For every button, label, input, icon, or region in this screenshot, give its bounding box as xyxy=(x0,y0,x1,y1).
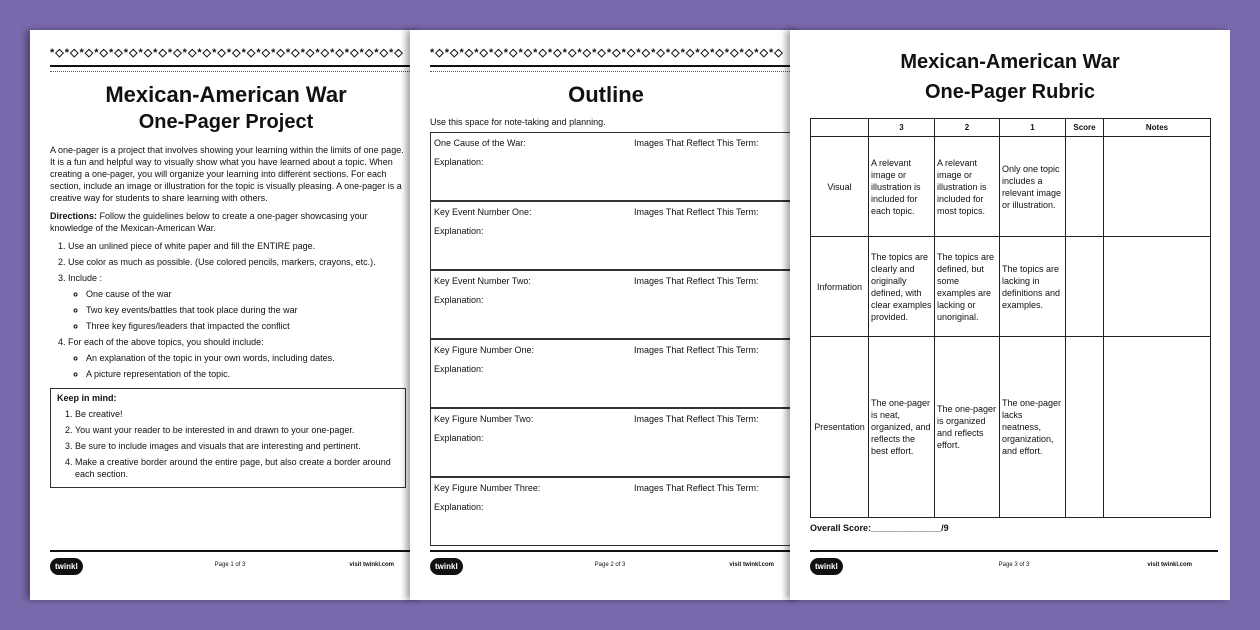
page-number: Page 3 of 3 xyxy=(998,562,1030,568)
images-label: Images That Reflect This Term: xyxy=(634,345,759,355)
column-header xyxy=(811,119,869,137)
each-item: ◦ An explanation of the topic in your own words, including dates. xyxy=(86,352,406,364)
visit-link[interactable]: visit twinkl.com xyxy=(1147,562,1192,568)
each-item: ◦ A picture representation of the topic. xyxy=(86,368,406,380)
notes-cell[interactable] xyxy=(1104,137,1211,237)
step-text: For each of the above topics, you should include: xyxy=(68,337,264,347)
level-1: Only one topic includes a relevant image or illustration. xyxy=(1000,137,1066,237)
explanation-label: Explanation: xyxy=(434,433,484,443)
score-cell[interactable] xyxy=(1066,337,1104,518)
overall-label: Overall Score: xyxy=(810,523,872,533)
outline-row xyxy=(430,132,800,201)
criterion: Information xyxy=(811,237,869,337)
twinkl-logo: twinkl xyxy=(810,558,843,575)
level-2: A relevant image or illustration is included for most topics. xyxy=(935,137,1000,237)
images-label: Images That Reflect This Term: xyxy=(634,414,759,424)
images-label: Images That Reflect This Term: xyxy=(634,276,759,286)
include-item: ◦ Two key events/battles that took place during the war xyxy=(86,304,406,316)
term-label: Key Event Number Two: xyxy=(434,276,531,286)
border-pattern: *◇*◇*◇*◇*◇*◇*◇*◇*◇*◇*◇*◇*◇*◇*◇*◇*◇*◇*◇*◇*◇*◇*◇*◇ xyxy=(430,47,784,59)
keep-item: 2. You want your reader to be interested in and drawn to your one-pager. xyxy=(75,424,399,436)
keep-title: Keep in mind: xyxy=(57,393,117,403)
explanation-label: Explanation: xyxy=(434,157,484,167)
decorative-border xyxy=(50,46,410,78)
page-subtitle: Use this space for note-taking and planning. xyxy=(430,117,606,127)
visit-link[interactable]: visit twinkl.com xyxy=(349,562,394,568)
page-1 xyxy=(30,30,422,600)
rubric-row xyxy=(811,237,1211,337)
term-label: Key Figure Number Three: xyxy=(434,483,541,493)
intro-text: A one-pager is a project that involves showing your learning within the limits of one page. It is a fun and helpful way to visually show what you have learned about a topic. When creating a one-pager, you will organize your learning into different sections. For each section, include an image or illustration for the topic is visually pleasing. A one-pager is a creative way for students to share learning with others. xyxy=(50,145,404,203)
directions-label: Directions: xyxy=(50,211,98,221)
column-header: 2 xyxy=(935,119,1000,137)
footer xyxy=(430,550,790,580)
keep-item: 1. Be creative! xyxy=(75,408,399,420)
page-1-body xyxy=(50,144,406,488)
images-label: Images That Reflect This Term: xyxy=(634,138,759,148)
notes-cell[interactable] xyxy=(1104,337,1211,518)
outline-row xyxy=(430,339,800,408)
criterion: Presentation xyxy=(811,337,869,518)
decorative-border xyxy=(430,46,790,78)
explanation-label: Explanation: xyxy=(434,295,484,305)
twinkl-logo: twinkl xyxy=(50,558,83,575)
rubric-table xyxy=(810,118,1211,518)
page-title: Mexican-American War xyxy=(105,82,347,107)
page-subtitle: One-Pager Rubric xyxy=(924,81,1096,103)
level-2: The topics are defined, but some examples are lacking or unoriginal. xyxy=(935,237,1000,337)
term-label: Key Event Number One: xyxy=(434,207,532,217)
outline-row xyxy=(430,270,800,339)
page-number: Page 2 of 3 xyxy=(594,562,626,568)
explanation-label: Explanation: xyxy=(434,226,484,236)
footer xyxy=(810,550,1218,580)
page-2 xyxy=(410,30,802,600)
step xyxy=(68,272,406,332)
overall-blank[interactable]: ______________ xyxy=(871,523,942,533)
step: 1. Use an unlined piece of white paper and fill the ENTIRE page. xyxy=(68,240,406,252)
column-header: 3 xyxy=(869,119,935,137)
keep-in-mind-box xyxy=(50,388,406,488)
level-2: The one-pager is organized and reflects effort. xyxy=(935,337,1000,518)
notes-cell[interactable] xyxy=(1104,237,1211,337)
overall-score xyxy=(810,522,949,534)
page-subtitle: One-Pager Project xyxy=(138,111,314,133)
level-1: The one-pager lacks neatness, organization, and effort. xyxy=(1000,337,1066,518)
step: 2. Use color as much as possible. (Use colored pencils, markers, crayons, etc.). xyxy=(68,256,406,268)
directions-text: Follow the guidelines below to create a one-pager showcasing your knowledge of the Mexican-American War. xyxy=(50,211,368,233)
rubric-row xyxy=(811,337,1211,518)
criterion: Visual xyxy=(811,137,869,237)
explanation-label: Explanation: xyxy=(434,364,484,374)
page-3 xyxy=(790,30,1230,600)
page-number: Page 1 of 3 xyxy=(214,562,246,568)
step xyxy=(68,336,406,380)
include-item: ◦ Three key figures/leaders that impacted the conflict xyxy=(86,320,406,332)
page-title: Outline xyxy=(568,82,644,107)
images-label: Images That Reflect This Term: xyxy=(634,207,759,217)
term-label: One Cause of the War: xyxy=(434,138,526,148)
images-label: Images That Reflect This Term: xyxy=(634,483,759,493)
page-title: Mexican-American War xyxy=(900,51,1120,73)
term-label: Key Figure Number One: xyxy=(434,345,535,355)
level-3: The topics are clearly and originally defined, with clear examples provided. xyxy=(869,237,935,337)
level-3: The one-pager is neat, organized, and reflects the best effort. xyxy=(869,337,935,518)
footer xyxy=(50,550,410,580)
outline-row xyxy=(430,201,800,270)
include-item: ◦ One cause of the war xyxy=(86,288,406,300)
level-1: The topics are lacking in definitions and examples. xyxy=(1000,237,1066,337)
term-label: Key Figure Number Two: xyxy=(434,414,534,424)
score-cell[interactable] xyxy=(1066,237,1104,337)
column-header: 1 xyxy=(1000,119,1066,137)
twinkl-logo: twinkl xyxy=(430,558,463,575)
level-3: A relevant image or illustration is included for each topic. xyxy=(869,137,935,237)
score-cell[interactable] xyxy=(1066,137,1104,237)
column-header: Score xyxy=(1066,119,1104,137)
border-pattern: *◇*◇*◇*◇*◇*◇*◇*◇*◇*◇*◇*◇*◇*◇*◇*◇*◇*◇*◇*◇*◇*◇*◇*◇ xyxy=(50,47,404,59)
step-text: Include : xyxy=(68,273,103,283)
keep-item: 3. Be sure to include images and visuals that are interesting and pertinent. xyxy=(75,440,399,452)
explanation-label: Explanation: xyxy=(434,502,484,512)
overall-max: /9 xyxy=(941,523,949,533)
keep-item: 4. Make a creative border around the entire page, but also create a border around each section. xyxy=(75,456,399,480)
outline-row xyxy=(430,408,800,477)
rubric-row xyxy=(811,137,1211,237)
outline-row xyxy=(430,477,800,546)
column-header: Notes xyxy=(1104,119,1211,137)
directions xyxy=(50,210,406,234)
visit-link[interactable]: visit twinkl.com xyxy=(729,562,774,568)
steps-list xyxy=(50,240,406,380)
